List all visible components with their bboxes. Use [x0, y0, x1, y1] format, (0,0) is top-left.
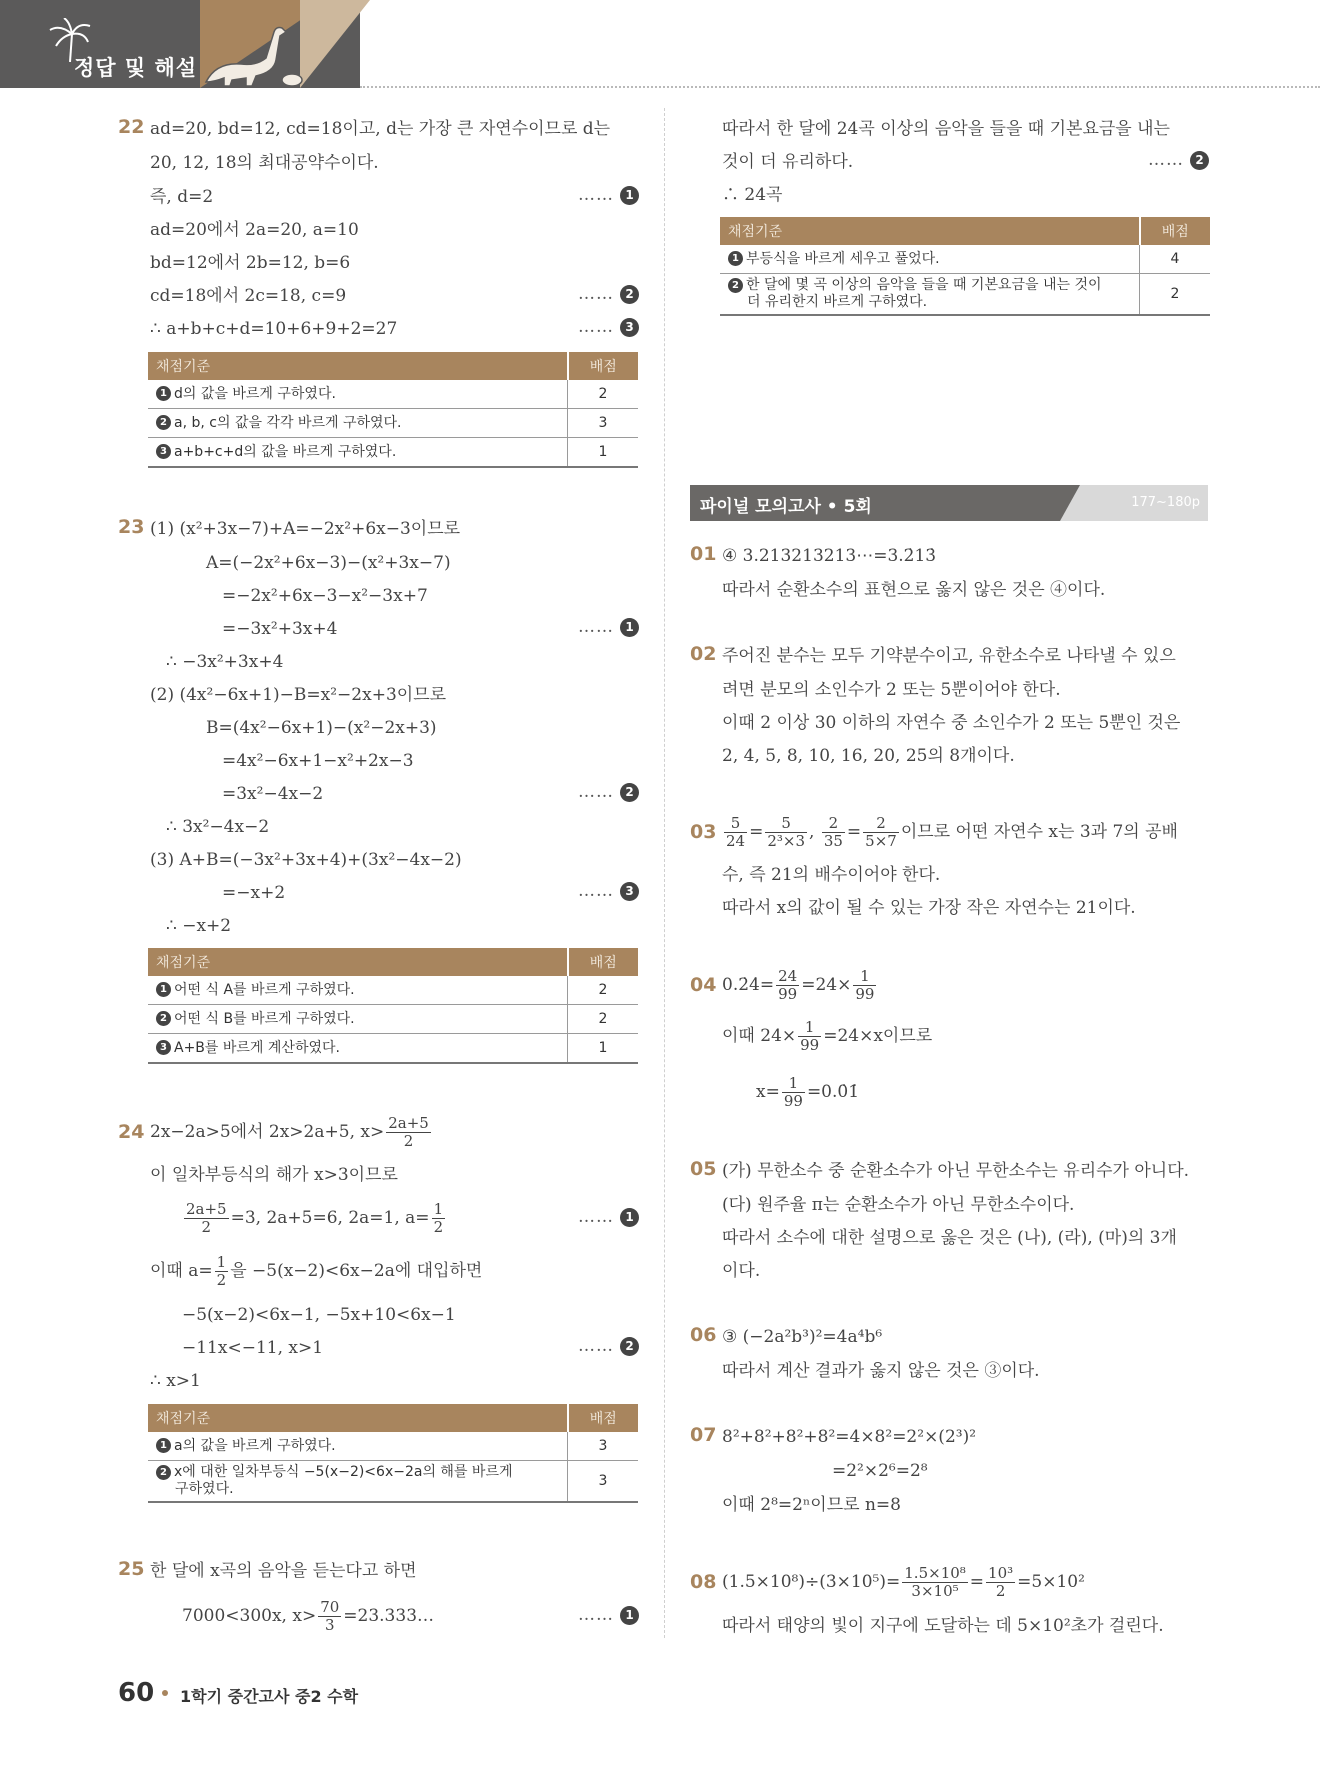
page-number: 60: [118, 1678, 155, 1708]
q07-line: 8²+8²+8²+8²=4×8²=2²×(2³)²: [722, 1427, 977, 1447]
step-marker: …… 3: [578, 317, 639, 337]
q22-line: ad=20, bd=12, cd=18이고, d는 가장 큰 자연수이므로 d는: [150, 119, 611, 139]
step-marker: …… 2: [578, 284, 639, 304]
question-number: 03: [690, 821, 717, 843]
rubric-criterion: 1 d의 값을 바르게 구하였다.: [148, 380, 568, 409]
footer-bullet: [162, 1690, 168, 1696]
step-marker: …… 3: [578, 881, 639, 901]
q22-line: 20, 12, 18의 최대공약수이다.: [150, 153, 379, 173]
question-number: 22: [118, 116, 145, 138]
scoring-table: [148, 1404, 638, 1503]
q23-line: B=(4x²−6x+1)−(x²−2x+3): [206, 718, 437, 738]
q23-line: ∴ 3x²−4x−2: [166, 817, 270, 837]
rubric-criterion: 2 어떤 식 B를 바르게 구하였다.: [148, 1005, 568, 1034]
q04-line: x= $\frac{1}{99}$ =0.0̇1̇: [756, 1074, 860, 1110]
rubric-points: 3: [568, 1432, 639, 1461]
question-number: 04: [690, 974, 717, 996]
rubric-criterion: 1 부등식을 바르게 세우고 풀었다.: [720, 245, 1140, 274]
rubric-points: 2: [568, 976, 639, 1005]
q23-line: A=(−2x²+6x−3)−(x²+3x−7): [206, 553, 451, 573]
rubric-points: 3: [568, 409, 639, 438]
q01-line: 따라서 순환소수의 표현으로 옳지 않은 것은 ④이다.: [722, 580, 1106, 600]
q24-line: 2x−2a>5에서 2x>2a+5, x> $\frac{2a+5}{2}$: [150, 1114, 429, 1150]
q02-line: 려면 분모의 소인수가 2 또는 5뿐이어야 한다.: [722, 680, 1061, 700]
q24-line: −11x<−11, x>1: [182, 1338, 324, 1358]
rubric-criterion: 2 x에 대한 일차부등식 −5(x−2)<6x−2a의 해를 바르게 구하였다.: [148, 1461, 568, 1503]
rubric-header-points: 배점: [568, 352, 639, 380]
q22-line: ad=20에서 2a=20, a=10: [150, 220, 359, 240]
header-accent-shape-light: [300, 0, 370, 88]
q02-line: 주어진 분수는 모두 기약분수이고, 유한소수로 나타낼 수 있으: [722, 646, 1176, 666]
q22-line: cd=18에서 2c=18, c=9: [150, 286, 347, 306]
q25-continued-line: 것이 더 유리하다.: [722, 152, 854, 172]
rubric-criterion: 2 a, b, c의 값을 각각 바르게 구하였다.: [148, 409, 568, 438]
scoring-table: [720, 217, 1210, 316]
q06-line: ③ (−2a²b³)²=4a⁴b⁶: [722, 1327, 883, 1347]
q23-line: =4x²−6x+1−x²+2x−3: [222, 751, 414, 771]
q24-line: $\frac{2a+5}{2}$ =3, 2a+5=6, 2a=1, a= $\frac{1}{2}$: [186, 1200, 444, 1236]
rubric-criterion: 1 어떤 식 A를 바르게 구하였다.: [148, 976, 568, 1005]
q23-line: =−2x²+6x−3−x²−3x+7: [222, 586, 428, 606]
q03-line: 따라서 x의 값이 될 수 있는 가장 작은 자연수는 21이다.: [722, 898, 1136, 918]
rubric-points: 2: [1140, 274, 1211, 316]
section-banner: [690, 485, 1208, 521]
rubric-header-points: 배점: [568, 948, 639, 976]
q05-line: (가) 무한소수 중 순환소수가 아닌 무한소수는 유리수가 아니다.: [722, 1161, 1190, 1181]
question-number: 24: [118, 1121, 145, 1143]
step-marker: …… 1: [578, 1605, 639, 1625]
header-title: 정답 및 해설: [74, 56, 198, 80]
rubric-header-points: 배점: [568, 1404, 639, 1432]
q23-line: (3) A+B=(−3x²+3x+4)+(3x²−4x−2): [150, 850, 462, 870]
header-divider: [360, 86, 1320, 88]
q02-line: 이때 2 이상 30 이하의 자연수 중 소인수가 2 또는 5뿐인 것은: [722, 713, 1181, 733]
question-number: 05: [690, 1158, 717, 1180]
question-number: 01: [690, 543, 717, 565]
q24-line: −5(x−2)<6x−1, −5x+10<6x−1: [182, 1305, 456, 1325]
column-divider: [664, 108, 665, 1638]
q08-line: 따라서 태양의 빛이 지구에 도달하는 데 5×10²초가 걸린다.: [722, 1616, 1164, 1636]
q03-line: 수, 즉 21의 배수이어야 한다.: [722, 865, 941, 885]
rubric-criterion: 1 a의 값을 바르게 구하였다.: [148, 1432, 568, 1461]
dinosaur-icon: [196, 22, 306, 88]
q06-line: 따라서 계산 결과가 옳지 않은 것은 ③이다.: [722, 1361, 1040, 1381]
q25-line: 7000<300x, x> $\frac{70}{3}$ =23.333…: [182, 1598, 435, 1634]
q22-line: 즉, d=2: [150, 187, 214, 207]
rubric-points: 2: [568, 380, 639, 409]
scoring-table: [148, 948, 638, 1064]
scoring-table: [148, 352, 638, 468]
q07-line: =2²×2⁶=2⁸: [832, 1461, 928, 1481]
q25-continued-line: ∴ 24곡: [722, 185, 783, 205]
q04-line: 0.2̇4̇= $\frac{24}{99}$ =24× $\frac{1}{99}$: [722, 967, 875, 1003]
q05-line: (다) 원주율 π는 순환소수가 아닌 무한소수이다.: [722, 1195, 1075, 1215]
q23-line: =−3x²+3x+4: [222, 619, 338, 639]
rubric-header: 채점기준: [720, 217, 1140, 245]
q01-line: ④ 3.213213213⋯=3.2̇13̇: [722, 546, 937, 566]
q23-line: (2) (4x²−6x+1)−B=x²−2x+3이므로: [150, 685, 447, 705]
rubric-points: 2: [568, 1005, 639, 1034]
q05-line: 따라서 소수에 대한 설명으로 옳은 것은 (나), (라), (마)의 3개: [722, 1228, 1177, 1248]
q04-line: 이때 24× $\frac{1}{99}$ =24×x이므로: [722, 1018, 933, 1054]
q23-line: =3x²−4x−2: [222, 784, 324, 804]
rubric-header: 채점기준: [148, 352, 568, 380]
q05-line: 이다.: [722, 1261, 761, 1281]
rubric-header: 채점기준: [148, 948, 568, 976]
q25-continued-line: 따라서 한 달에 24곡 이상의 음악을 들을 때 기본요금을 내는: [722, 119, 1170, 139]
rubric-points: 3: [568, 1461, 639, 1503]
rubric-header: 채점기준: [148, 1404, 568, 1432]
q24-line: ∴ x>1: [150, 1371, 201, 1391]
q07-line: 이때 2⁸=2ⁿ이므로 n=8: [722, 1495, 901, 1515]
rubric-criterion: 3 a+b+c+d의 값을 바르게 구하였다.: [148, 438, 568, 468]
rubric-points: 1: [568, 1034, 639, 1064]
q24-line: 이 일차부등식의 해가 x>3이므로: [150, 1165, 398, 1185]
rubric-header-points: 배점: [1140, 217, 1211, 245]
q23-line: ∴ −x+2: [166, 916, 232, 936]
q23-line: (1) (x²+3x−7)+A=−2x²+6x−3이므로: [150, 519, 461, 539]
page-header: [0, 0, 1329, 90]
question-number: 23: [118, 516, 145, 538]
q02-line: 2, 4, 5, 8, 10, 16, 20, 25의 8개이다.: [722, 746, 1015, 766]
question-number: 02: [690, 643, 717, 665]
question-number: 08: [690, 1571, 717, 1593]
step-marker: …… 1: [578, 185, 639, 205]
rubric-points: 1: [568, 438, 639, 468]
rubric-criterion: 2 한 달에 몇 곡 이상의 음악을 들을 때 기본요금을 내는 것이 더 유리한지 바르게 구하였다.: [720, 274, 1140, 316]
question-number: 07: [690, 1424, 717, 1446]
rubric-points: 4: [1140, 245, 1211, 274]
q24-line: 이때 a= $\frac{1}{2}$ 을 −5(x−2)<6x−2a에 대입하면: [150, 1253, 483, 1289]
q23-line: =−x+2: [222, 883, 286, 903]
question-number: 06: [690, 1324, 717, 1346]
step-marker: …… 2: [578, 782, 639, 802]
step-marker: …… 2: [1148, 150, 1209, 170]
rubric-criterion: 3 A+B를 바르게 계산하였다.: [148, 1034, 568, 1064]
q08-line: (1.5×10⁸)÷(3×10⁵)= $\frac{\text{1.5×10⁸}}{\text{3×10⁵}}$ = $\frac{\text{10³}}{2}$ =5×10²: [722, 1564, 1085, 1600]
step-marker: …… 1: [578, 617, 639, 637]
question-number: 25: [118, 1558, 145, 1580]
q23-line: ∴ −3x²+3x+4: [166, 652, 284, 672]
q22-line: bd=12에서 2b=12, b=6: [150, 253, 351, 273]
q03-line: $\frac{5}{24}$ = $\frac{5}{\text{2³×3}}$ , $\frac{2}{35}$ = $\frac{2}{5\times 7}$ 이므로 어떤 자연수 x는 3과 7의 공배: [726, 814, 1178, 850]
step-marker: …… 1: [578, 1207, 639, 1227]
q25-line: 한 달에 x곡의 음악을 듣는다고 하면: [150, 1561, 417, 1581]
q22-line: ∴ a+b+c+d=10+6+9+2=27: [150, 319, 398, 339]
footer-title: 1학기 중간고사 중2 수학: [180, 1687, 359, 1706]
step-marker: …… 2: [578, 1336, 639, 1356]
section-title: 파이널 모의고사 • 5회: [700, 497, 872, 517]
section-page-range: 177~180p: [1131, 495, 1200, 510]
